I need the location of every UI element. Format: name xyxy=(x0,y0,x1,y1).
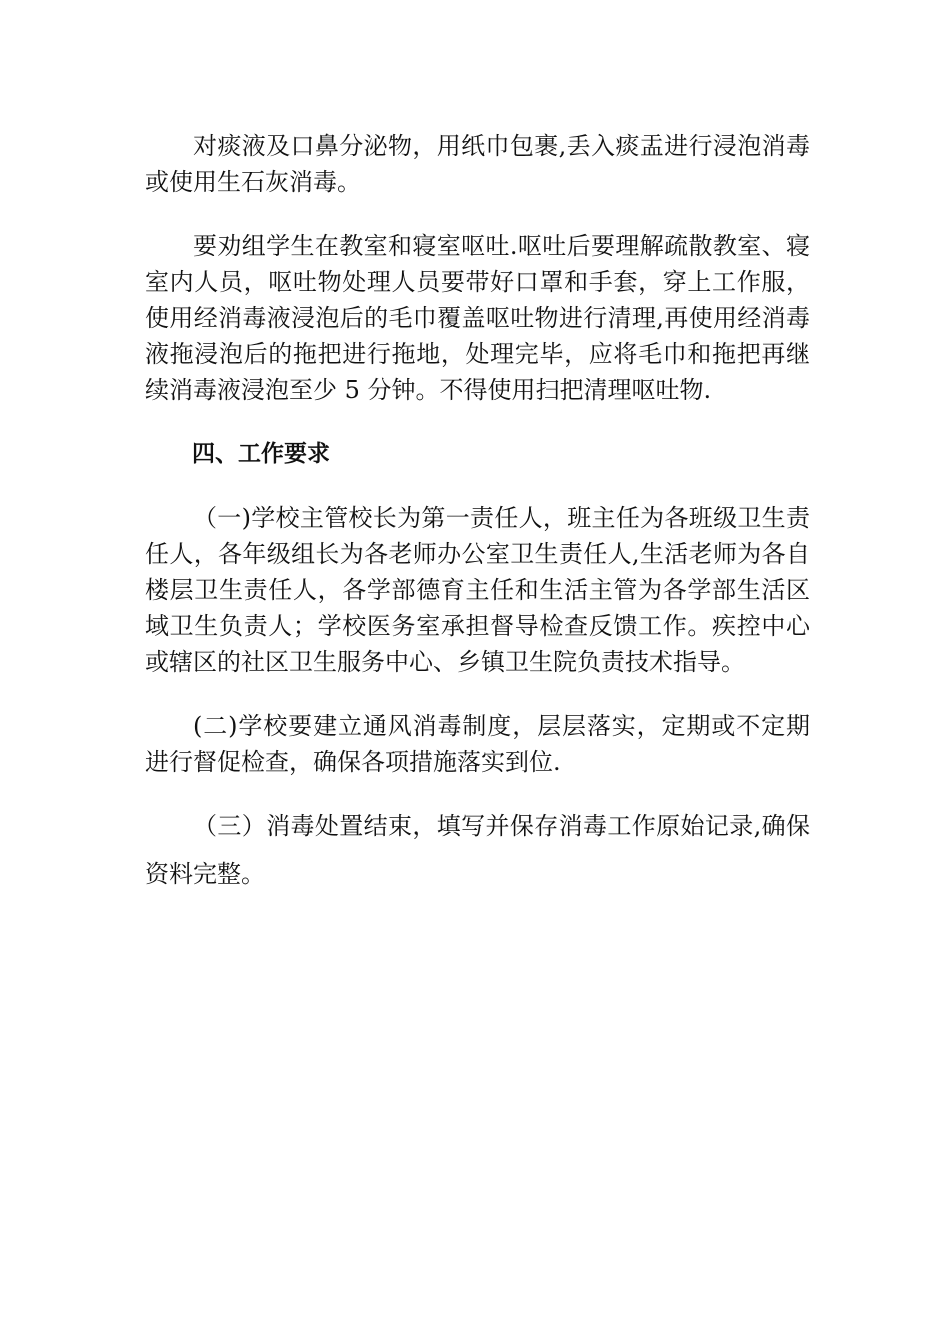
paragraph-requirement-2: (二)学校要建立通风消毒制度，层层落实，定期或不定期进行督促检查，确保各项措施落实到位. xyxy=(145,712,810,776)
paragraph-sputum-disposal: 对痰液及口鼻分泌物，用纸巾包裹,丢入痰盂进行浸泡消毒或使用生石灰消毒。 xyxy=(145,132,810,196)
document-body xyxy=(145,128,810,898)
section-heading-work-requirements: 四、工作要求 xyxy=(192,441,330,467)
paragraph-requirement-1: （一)学校主管校长为第一责任人，班主任为各班级卫生责任人，各年级组长为各老师办公室卫生责任人,生活老师为各自楼层卫生责任人，各学部德育主任和生活主管为各学部生活区域卫生负责人；学校医务室承担督导检查反馈工作。疾控中心或辖区的社区卫生服务中心、乡镇卫生院负责技术指导。 xyxy=(145,504,810,676)
paragraph-requirement-3: （三）消毒处置结束，填写并保存消毒工作原始记录,确保资料完整。 xyxy=(145,812,810,888)
paragraph-vomit-handling: 要劝组学生在教室和寝室呕吐.呕吐后要理解疏散教室、寝室内人员，呕吐物处理人员要带好口罩和手套，穿上工作服，使用经消毒液浸泡后的毛巾覆盖呕吐物进行清理,再使用经消毒液拖浸泡后的拖把进行拖地，处理完毕，应将毛巾和拖把再继续消毒液浸泡至少 5 分钟。不得使用扫把清理呕吐物. xyxy=(145,232,810,404)
